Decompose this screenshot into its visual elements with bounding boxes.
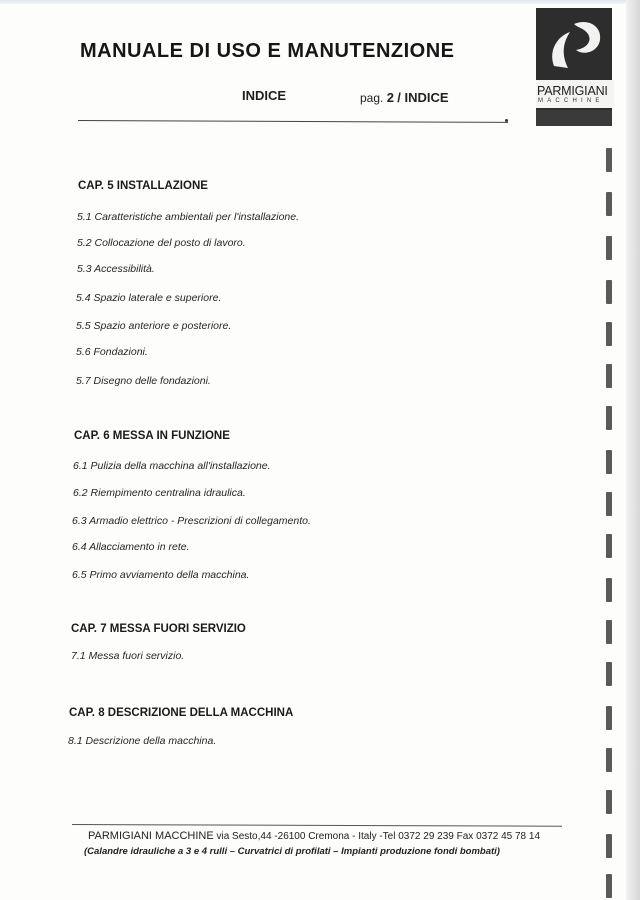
binder-hole-mark (606, 620, 612, 644)
chapter-item: 5.7 Disegno delle fondazioni. (76, 375, 211, 387)
binder-hole-mark (606, 834, 612, 858)
chapter-heading: CAP. 5 INSTALLAZIONE (78, 180, 208, 192)
chapter-item: 5.1 Caratteristiche ambientali per l'installazione. (77, 211, 300, 223)
footer-divider (72, 824, 562, 827)
binder-hole-mark (606, 406, 612, 430)
page-reference (360, 90, 449, 105)
section-label: INDICE (242, 88, 287, 103)
binder-hole-mark (606, 280, 612, 304)
binder-hole-mark (606, 706, 612, 730)
chapter-item: 6.5 Primo avviamento della macchina. (72, 569, 250, 581)
chapter-item: 8.1 Descrizione della macchina. (68, 735, 217, 747)
chapter-item: 7.1 Messa fuori servizio. (71, 650, 185, 662)
chapter-item: 5.3 Accessibilità. (77, 263, 155, 275)
page-number: 2 (386, 90, 394, 105)
chapter-item: 6.2 Riempimento centralina idraulica. (73, 487, 246, 499)
binder-hole-mark (606, 748, 612, 772)
binder-hole-mark (606, 148, 612, 172)
binder-hole-mark (606, 662, 612, 686)
logo-name: PARMIGIANI (537, 84, 608, 98)
header-divider-dot (505, 119, 508, 122)
page-suffix: / INDICE (397, 90, 449, 105)
chapter-item: 6.4 Allacciamento in rete. (72, 541, 190, 553)
binder-hole-mark (606, 322, 612, 346)
chapter-item: 5.2 Collocazione del posto di lavoro. (77, 237, 246, 249)
chapter-item: 5.4 Spazio laterale e superiore. (76, 292, 222, 304)
binder-hole-mark (606, 364, 612, 388)
binder-hole-mark (606, 874, 612, 898)
chapter-item: 5.5 Spazio anteriore e posteriore. (76, 320, 232, 332)
binder-hole-mark (606, 534, 612, 558)
chapter-heading: CAP. 6 MESSA IN FUNZIONE (74, 430, 230, 442)
document-title: MANUALE DI USO E MANUTENZIONE (80, 40, 455, 62)
logo-bottom-band (536, 110, 612, 126)
chapter-item: 6.3 Armadio elettrico - Prescrizioni di collegamento. (72, 515, 311, 527)
chapter-heading: CAP. 7 MESSA FUORI SERVIZIO (71, 623, 246, 635)
footer-company-line (88, 830, 540, 842)
page-edge-shadow (626, 0, 640, 900)
binder-hole-mark (606, 450, 612, 474)
footer-company-name: PARMIGIANI MACCHINE (88, 830, 214, 842)
page-top-edge (0, 0, 640, 4)
binder-hole-mark (606, 492, 612, 516)
parmigiani-logo-mark-icon (540, 10, 610, 80)
binder-hole-mark (606, 236, 612, 260)
header-divider (78, 120, 508, 123)
chapter-item: 6.1 Pulizia della macchina all'installazione. (73, 460, 271, 472)
binder-hole-mark (606, 790, 612, 814)
chapter-item: 5.6 Fondazioni. (76, 346, 148, 358)
page-prefix: pag. (360, 91, 384, 105)
footer-tagline: (Calandre idrauliche a 3 e 4 rulli – Curvatrici di profilati – Impianti produzione fondi bombati) (84, 846, 500, 857)
logo-subtitle: MACCHINE (538, 98, 604, 104)
footer-address: via Sesto,44 -26100 Cremona - Italy -Tel 0372 29 239 Fax 0372 45 78 14 (216, 831, 541, 842)
binder-hole-mark (606, 192, 612, 216)
chapter-heading: CAP. 8 DESCRIZIONE DELLA MACCHINA (69, 707, 294, 719)
binder-hole-mark (606, 578, 612, 602)
